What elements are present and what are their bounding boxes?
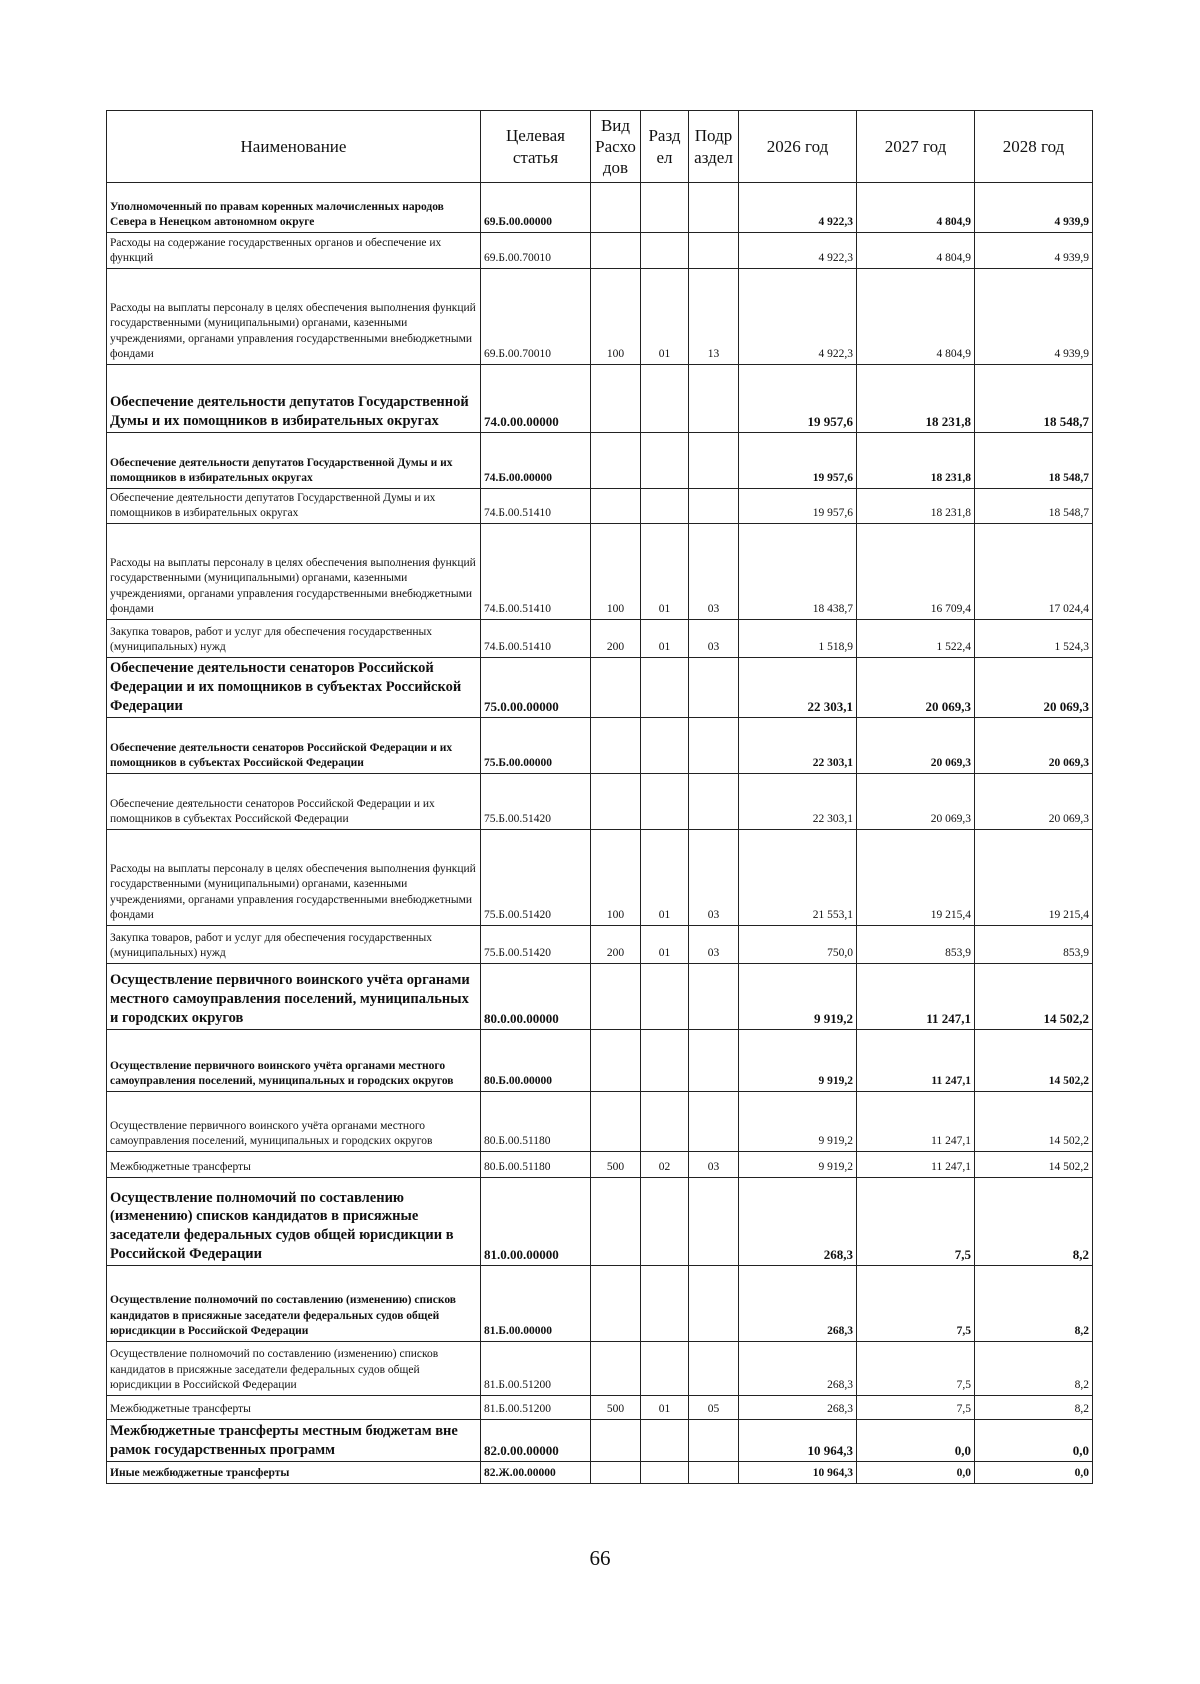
cell-target-article: 74.Б.00.00000 xyxy=(481,433,591,489)
cell-section xyxy=(641,964,689,1030)
cell-target-article: 75.0.00.00000 xyxy=(481,658,591,718)
cell-2027: 11 247,1 xyxy=(857,1152,975,1178)
cell-subsection: 03 xyxy=(689,524,739,620)
cell-target-article: 75.Б.00.51420 xyxy=(481,830,591,926)
cell-subsection xyxy=(689,233,739,269)
cell-name: Осуществление полномочий по составлению (изменению) списков кандидатов в присяжные заседатели федеральных судов общей юрисдикции в Российской Федерации xyxy=(107,1266,481,1342)
table-row xyxy=(107,1396,1093,1420)
table-body xyxy=(107,183,1093,1484)
cell-2026: 4 922,3 xyxy=(739,269,857,365)
cell-section: 02 xyxy=(641,1152,689,1178)
cell-section xyxy=(641,658,689,718)
cell-2028: 14 502,2 xyxy=(975,1092,1093,1152)
page-number: 66 xyxy=(589,1546,611,1570)
cell-2027: 4 804,9 xyxy=(857,269,975,365)
cell-target-article: 82.0.00.00000 xyxy=(481,1420,591,1462)
cell-expense-type xyxy=(591,964,641,1030)
cell-expense-type xyxy=(591,1266,641,1342)
cell-2027: 16 709,4 xyxy=(857,524,975,620)
header-2027: 2027 год xyxy=(857,111,975,183)
table-row xyxy=(107,1342,1093,1396)
cell-section xyxy=(641,365,689,433)
cell-2028: 17 024,4 xyxy=(975,524,1093,620)
header-section: Разд ел xyxy=(641,111,689,183)
cell-name: Расходы на выплаты персоналу в целях обеспечения выполнения функций государственными (муниципальными) органами, казенными учреждениями, органами управления государственными внебюджетными фондами xyxy=(107,269,481,365)
cell-expense-type xyxy=(591,774,641,830)
cell-2026: 9 919,2 xyxy=(739,1030,857,1092)
cell-section: 01 xyxy=(641,830,689,926)
cell-2028: 8,2 xyxy=(975,1396,1093,1420)
cell-name: Обеспечение деятельности депутатов Государственной Думы и их помощников в избирательных округах xyxy=(107,489,481,524)
cell-2027: 20 069,3 xyxy=(857,774,975,830)
cell-2026: 9 919,2 xyxy=(739,1092,857,1152)
cell-target-article: 74.Б.00.51410 xyxy=(481,620,591,658)
cell-expense-type: 500 xyxy=(591,1396,641,1420)
cell-2028: 4 939,9 xyxy=(975,269,1093,365)
table-row xyxy=(107,433,1093,489)
cell-target-article: 80.0.00.00000 xyxy=(481,964,591,1030)
cell-2027: 18 231,8 xyxy=(857,365,975,433)
cell-2026: 22 303,1 xyxy=(739,718,857,774)
table-row xyxy=(107,926,1093,964)
cell-target-article: 81.0.00.00000 xyxy=(481,1178,591,1266)
cell-expense-type: 500 xyxy=(591,1152,641,1178)
cell-name: Осуществление первичного воинского учёта органами местного самоуправления поселений, муниципальных и городских округов xyxy=(107,1092,481,1152)
cell-target-article: 81.Б.00.51200 xyxy=(481,1342,591,1396)
cell-name: Обеспечение деятельности депутатов Государственной Думы и их помощников в избирательных округах xyxy=(107,365,481,433)
cell-subsection xyxy=(689,774,739,830)
cell-2027: 18 231,8 xyxy=(857,489,975,524)
cell-name: Осуществление первичного воинского учёта органами местного самоуправления поселений, муниципальных и городских округов xyxy=(107,964,481,1030)
cell-expense-type xyxy=(591,718,641,774)
cell-2028: 14 502,2 xyxy=(975,1030,1093,1092)
cell-target-article: 80.Б.00.00000 xyxy=(481,1030,591,1092)
cell-target-article: 82.Ж.00.00000 xyxy=(481,1462,591,1484)
cell-target-article: 74.Б.00.51410 xyxy=(481,489,591,524)
cell-expense-type xyxy=(591,489,641,524)
cell-2027: 853,9 xyxy=(857,926,975,964)
cell-2026: 19 957,6 xyxy=(739,489,857,524)
cell-target-article: 81.Б.00.51200 xyxy=(481,1396,591,1420)
cell-name: Обеспечение деятельности сенаторов Российской Федерации и их помощников в субъектах Российской Федерации xyxy=(107,718,481,774)
cell-2027: 7,5 xyxy=(857,1396,975,1420)
cell-section xyxy=(641,433,689,489)
cell-2028: 8,2 xyxy=(975,1178,1093,1266)
cell-section: 01 xyxy=(641,620,689,658)
cell-2027: 0,0 xyxy=(857,1462,975,1484)
cell-2028: 0,0 xyxy=(975,1420,1093,1462)
cell-name: Уполномоченный по правам коренных малочисленных народов Севера в Ненецком автономном округе xyxy=(107,183,481,233)
cell-2026: 9 919,2 xyxy=(739,964,857,1030)
cell-target-article: 81.Б.00.00000 xyxy=(481,1266,591,1342)
cell-name: Расходы на содержание государственных органов и обеспечение их функций xyxy=(107,233,481,269)
cell-2028: 18 548,7 xyxy=(975,489,1093,524)
cell-name: Межбюджетные трансферты xyxy=(107,1396,481,1420)
cell-name: Расходы на выплаты персоналу в целях обеспечения выполнения функций государственными (муниципальными) органами, казенными учреждениями, органами управления государственными внебюджетными фондами xyxy=(107,524,481,620)
cell-name: Обеспечение деятельности сенаторов Российской Федерации и их помощников в субъектах Российской Федерации xyxy=(107,774,481,830)
table-row xyxy=(107,1420,1093,1462)
cell-section xyxy=(641,1266,689,1342)
cell-subsection: 03 xyxy=(689,1152,739,1178)
cell-name: Осуществление полномочий по составлению (изменению) списков кандидатов в присяжные заседатели федеральных судов общей юрисдикции в Российской Федерации xyxy=(107,1178,481,1266)
cell-subsection xyxy=(689,489,739,524)
cell-2026: 19 957,6 xyxy=(739,365,857,433)
cell-name: Межбюджетные трансферты местным бюджетам вне рамок государственных программ xyxy=(107,1420,481,1462)
cell-target-article: 69.Б.00.00000 xyxy=(481,183,591,233)
cell-section xyxy=(641,233,689,269)
cell-expense-type xyxy=(591,1178,641,1266)
cell-2027: 11 247,1 xyxy=(857,1030,975,1092)
cell-section xyxy=(641,1030,689,1092)
cell-name: Расходы на выплаты персоналу в целях обеспечения выполнения функций государственными (муниципальными) органами, казенными учреждениями, органами управления государственными внебюджетными фондами xyxy=(107,830,481,926)
cell-section: 01 xyxy=(641,524,689,620)
cell-2028: 4 939,9 xyxy=(975,183,1093,233)
cell-2028: 853,9 xyxy=(975,926,1093,964)
cell-section xyxy=(641,718,689,774)
cell-expense-type: 100 xyxy=(591,830,641,926)
cell-2026: 268,3 xyxy=(739,1342,857,1396)
table-row xyxy=(107,1152,1093,1178)
header-2026: 2026 год xyxy=(739,111,857,183)
cell-2028: 8,2 xyxy=(975,1266,1093,1342)
cell-expense-type xyxy=(591,1420,641,1462)
header-2028: 2028 год xyxy=(975,111,1093,183)
cell-target-article: 80.Б.00.51180 xyxy=(481,1092,591,1152)
cell-subsection: 13 xyxy=(689,269,739,365)
cell-section xyxy=(641,1342,689,1396)
cell-target-article: 75.Б.00.00000 xyxy=(481,718,591,774)
cell-name: Межбюджетные трансферты xyxy=(107,1152,481,1178)
cell-2028: 19 215,4 xyxy=(975,830,1093,926)
cell-2026: 22 303,1 xyxy=(739,658,857,718)
cell-name: Обеспечение деятельности сенаторов Российской Федерации и их помощников в субъектах Российской Федерации xyxy=(107,658,481,718)
cell-subsection xyxy=(689,1342,739,1396)
cell-name: Иные межбюджетные трансферты xyxy=(107,1462,481,1484)
cell-expense-type xyxy=(591,365,641,433)
cell-section: 01 xyxy=(641,1396,689,1420)
cell-subsection xyxy=(689,658,739,718)
cell-target-article: 74.Б.00.51410 xyxy=(481,524,591,620)
cell-expense-type: 200 xyxy=(591,620,641,658)
cell-2027: 20 069,3 xyxy=(857,658,975,718)
budget-table xyxy=(106,110,1093,1484)
table-row xyxy=(107,1092,1093,1152)
cell-2028: 14 502,2 xyxy=(975,1152,1093,1178)
cell-subsection xyxy=(689,1420,739,1462)
cell-2026: 18 438,7 xyxy=(739,524,857,620)
cell-subsection xyxy=(689,1462,739,1484)
cell-target-article: 75.Б.00.51420 xyxy=(481,926,591,964)
cell-subsection xyxy=(689,1178,739,1266)
cell-expense-type xyxy=(591,1342,641,1396)
cell-2027: 19 215,4 xyxy=(857,830,975,926)
cell-2028: 20 069,3 xyxy=(975,658,1093,718)
cell-2028: 8,2 xyxy=(975,1342,1093,1396)
cell-name: Закупка товаров, работ и услуг для обеспечения государственных (муниципальных) нужд xyxy=(107,926,481,964)
cell-2027: 7,5 xyxy=(857,1266,975,1342)
cell-expense-type xyxy=(591,658,641,718)
table-header-row xyxy=(107,111,1093,183)
cell-2027: 7,5 xyxy=(857,1342,975,1396)
cell-2026: 268,3 xyxy=(739,1178,857,1266)
cell-name: Осуществление полномочий по составлению (изменению) списков кандидатов в присяжные заседатели федеральных судов общей юрисдикции в Российской Федерации xyxy=(107,1342,481,1396)
cell-subsection xyxy=(689,365,739,433)
cell-2026: 268,3 xyxy=(739,1396,857,1420)
cell-target-article: 69.Б.00.70010 xyxy=(481,269,591,365)
cell-name: Обеспечение деятельности депутатов Государственной Думы и их помощников в избирательных округах xyxy=(107,433,481,489)
cell-2028: 4 939,9 xyxy=(975,233,1093,269)
cell-subsection: 03 xyxy=(689,620,739,658)
cell-2027: 7,5 xyxy=(857,1178,975,1266)
cell-2028: 18 548,7 xyxy=(975,365,1093,433)
table-row xyxy=(107,1178,1093,1266)
header-name: Наименование xyxy=(107,111,481,183)
cell-2026: 10 964,3 xyxy=(739,1420,857,1462)
cell-subsection: 03 xyxy=(689,926,739,964)
cell-2027: 4 804,9 xyxy=(857,183,975,233)
table-row xyxy=(107,183,1093,233)
header-target-article: Целевая статья xyxy=(481,111,591,183)
table-row xyxy=(107,1266,1093,1342)
cell-section xyxy=(641,1178,689,1266)
cell-subsection xyxy=(689,183,739,233)
table-row xyxy=(107,269,1093,365)
cell-section xyxy=(641,774,689,830)
cell-target-article: 74.0.00.00000 xyxy=(481,365,591,433)
cell-2026: 4 922,3 xyxy=(739,233,857,269)
cell-expense-type xyxy=(591,183,641,233)
cell-expense-type xyxy=(591,233,641,269)
cell-expense-type xyxy=(591,433,641,489)
cell-subsection: 05 xyxy=(689,1396,739,1420)
cell-2027: 11 247,1 xyxy=(857,964,975,1030)
cell-2026: 268,3 xyxy=(739,1266,857,1342)
cell-2027: 18 231,8 xyxy=(857,433,975,489)
table-row xyxy=(107,620,1093,658)
cell-2027: 20 069,3 xyxy=(857,718,975,774)
table-row xyxy=(107,365,1093,433)
cell-target-article: 80.Б.00.51180 xyxy=(481,1152,591,1178)
cell-section xyxy=(641,489,689,524)
cell-2027: 0,0 xyxy=(857,1420,975,1462)
cell-2026: 19 957,6 xyxy=(739,433,857,489)
cell-2026: 4 922,3 xyxy=(739,183,857,233)
table-row xyxy=(107,830,1093,926)
cell-expense-type xyxy=(591,1030,641,1092)
cell-expense-type: 200 xyxy=(591,926,641,964)
cell-section: 01 xyxy=(641,269,689,365)
cell-2028: 18 548,7 xyxy=(975,433,1093,489)
cell-2026: 9 919,2 xyxy=(739,1152,857,1178)
cell-subsection xyxy=(689,718,739,774)
cell-expense-type: 100 xyxy=(591,524,641,620)
cell-section: 01 xyxy=(641,926,689,964)
table-row xyxy=(107,489,1093,524)
table-row xyxy=(107,1030,1093,1092)
cell-subsection xyxy=(689,1092,739,1152)
cell-expense-type xyxy=(591,1462,641,1484)
cell-2026: 21 553,1 xyxy=(739,830,857,926)
table-row xyxy=(107,1462,1093,1484)
cell-2026: 10 964,3 xyxy=(739,1462,857,1484)
cell-2027: 11 247,1 xyxy=(857,1092,975,1152)
cell-subsection xyxy=(689,964,739,1030)
cell-2026: 22 303,1 xyxy=(739,774,857,830)
cell-expense-type: 100 xyxy=(591,269,641,365)
cell-2028: 1 524,3 xyxy=(975,620,1093,658)
cell-2026: 1 518,9 xyxy=(739,620,857,658)
table-row xyxy=(107,524,1093,620)
cell-2026: 750,0 xyxy=(739,926,857,964)
cell-subsection xyxy=(689,433,739,489)
cell-target-article: 75.Б.00.51420 xyxy=(481,774,591,830)
cell-2028: 14 502,2 xyxy=(975,964,1093,1030)
cell-2028: 0,0 xyxy=(975,1462,1093,1484)
cell-2028: 20 069,3 xyxy=(975,718,1093,774)
cell-section xyxy=(641,183,689,233)
table-row xyxy=(107,774,1093,830)
table-row xyxy=(107,718,1093,774)
table-row xyxy=(107,964,1093,1030)
header-expense-type: Вид Расхо дов xyxy=(591,111,641,183)
cell-section xyxy=(641,1092,689,1152)
cell-target-article: 69.Б.00.70010 xyxy=(481,233,591,269)
cell-subsection: 03 xyxy=(689,830,739,926)
table-row xyxy=(107,658,1093,718)
cell-subsection xyxy=(689,1266,739,1342)
cell-name: Осуществление первичного воинского учёта органами местного самоуправления поселений, муниципальных и городских округов xyxy=(107,1030,481,1092)
cell-name: Закупка товаров, работ и услуг для обеспечения государственных (муниципальных) нужд xyxy=(107,620,481,658)
cell-2027: 1 522,4 xyxy=(857,620,975,658)
cell-2027: 4 804,9 xyxy=(857,233,975,269)
cell-section xyxy=(641,1462,689,1484)
cell-expense-type xyxy=(591,1092,641,1152)
cell-2028: 20 069,3 xyxy=(975,774,1093,830)
cell-subsection xyxy=(689,1030,739,1092)
header-subsection: Подр аздел xyxy=(689,111,739,183)
cell-section xyxy=(641,1420,689,1462)
table-row xyxy=(107,233,1093,269)
